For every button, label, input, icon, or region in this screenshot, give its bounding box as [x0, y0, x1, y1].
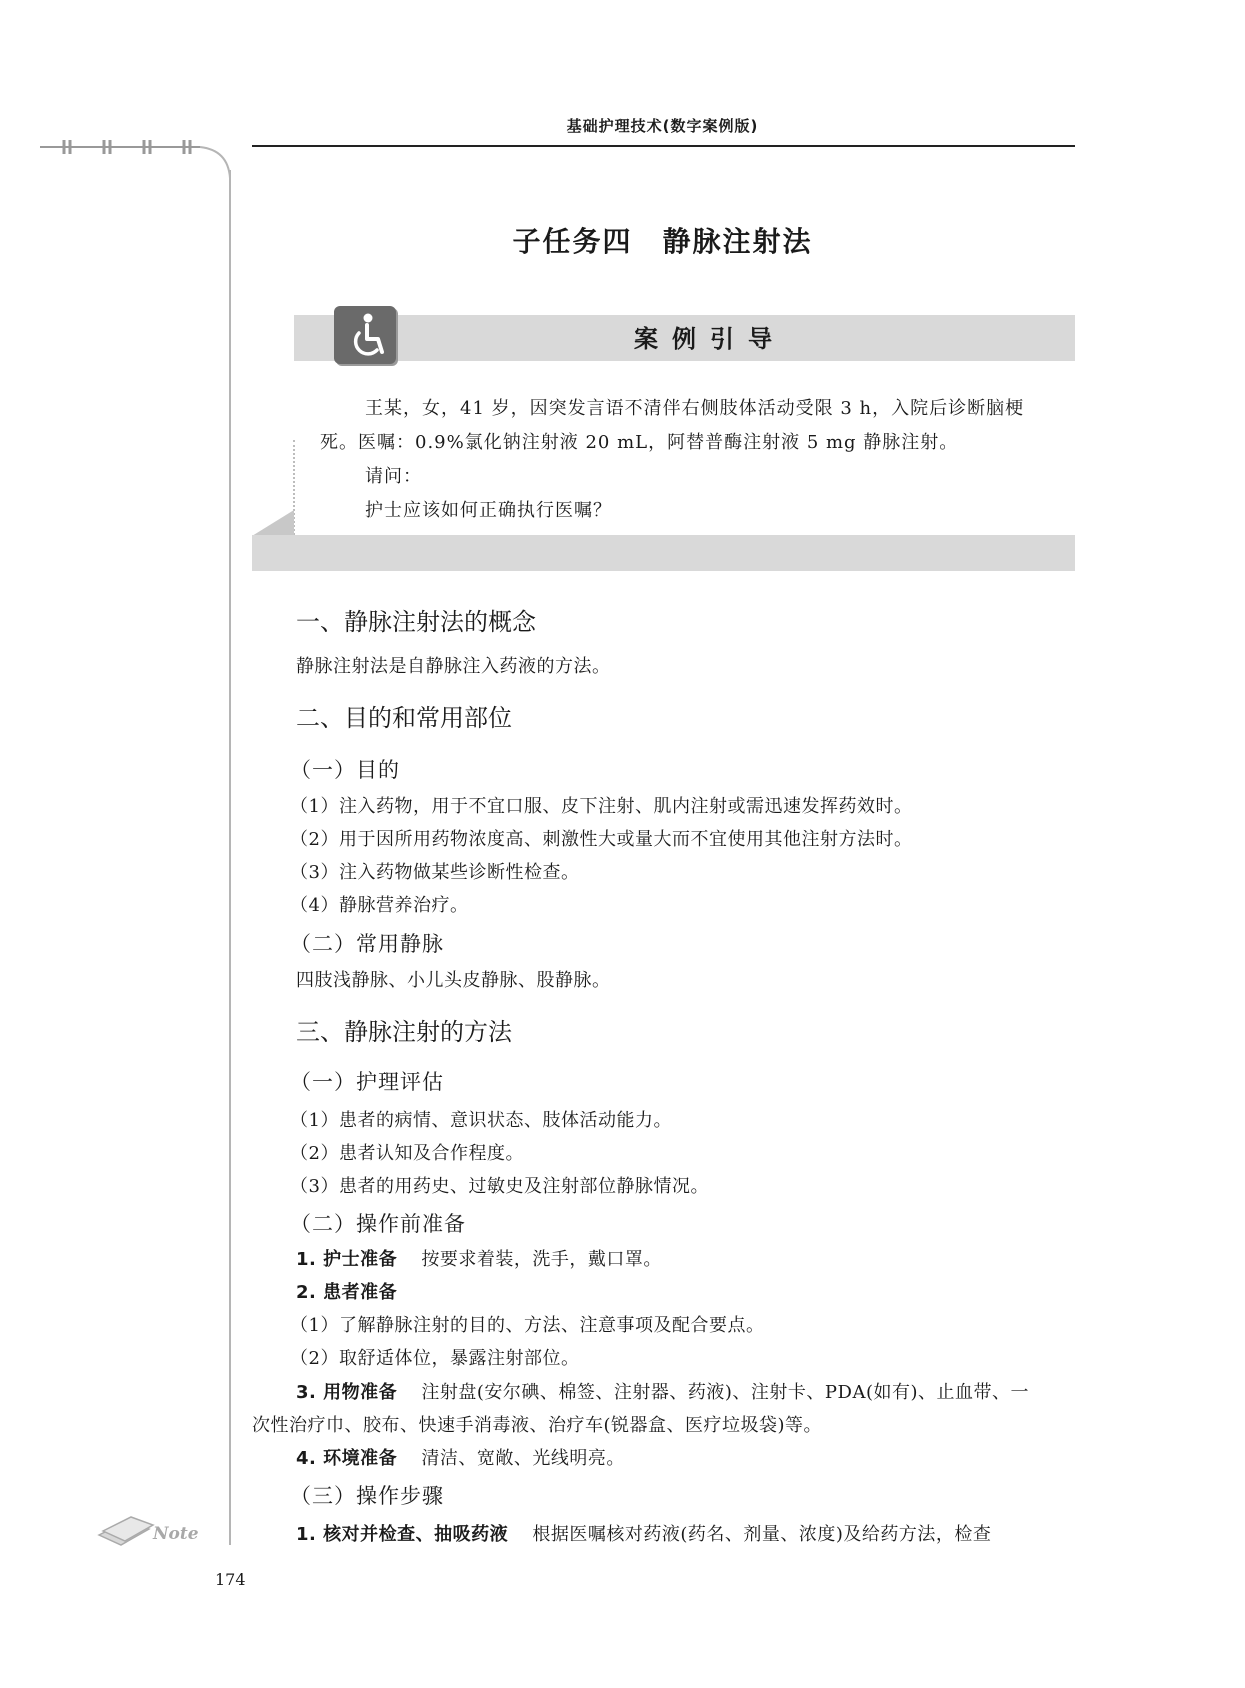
running-header: 基础护理技术(数字案例版)	[566, 117, 759, 135]
case-paragraph-line2: 死。医嘱：0.9%氯化钠注射液 20 mL，阿替普酶注射液 5 mg 静脉注射。	[320, 432, 959, 453]
case-paragraph-line1: 王某，女，41 岁，因突发言语不清伴右侧肢体活动受限 3 h，入院后诊断脑梗	[365, 398, 1025, 419]
case-corner-decoration	[252, 510, 297, 538]
assessment-item: （1）患者的病情、意识状态、肢体活动能力。	[290, 1110, 672, 1131]
prep-supplies-label: 3. 用物准备	[296, 1382, 398, 1403]
section-heading-purpose: 二、目的和常用部位	[296, 704, 512, 732]
case-icon	[334, 306, 396, 364]
prep-patient-label: 2. 患者准备	[296, 1282, 398, 1303]
purpose-item: （1）注入药物，用于不宜口服、皮下注射、肌内注射或需迅速发挥药效时。	[290, 796, 913, 817]
assessment-item: （2）患者认知及合作程度。	[290, 1143, 524, 1164]
header-rule	[252, 145, 1075, 147]
prep-supplies-text-cont: 次性治疗巾、胶布、快速手消毒液、治疗车(锐器盒、医疗垃圾袋)等。	[252, 1415, 823, 1436]
purpose-item: （3）注入药物做某些诊断性检查。	[290, 862, 580, 883]
wheelchair-icon	[334, 306, 396, 364]
subheading-steps: （三）操作步骤	[290, 1484, 444, 1508]
step-1-label: 1. 核对并检查、抽吸药液	[296, 1524, 509, 1545]
case-question: 护士应该如何正确执行医嘱？	[365, 500, 612, 521]
prep-supplies	[296, 1378, 1029, 1404]
page-number: 174	[215, 1570, 246, 1589]
prep-patient-item: （2）取舒适体位，暴露注射部位。	[290, 1348, 580, 1369]
case-question-label: 请问：	[365, 466, 422, 487]
purpose-item: （4）静脉营养治疗。	[290, 895, 469, 916]
prep-environment-text: 清洁、宽敞、光线明亮。	[421, 1448, 625, 1469]
veins-text: 四肢浅静脉、小儿头皮静脉、股静脉。	[296, 970, 611, 991]
step-1-text: 根据医嘱核对药液(药名、剂量、浓度)及给药方法，检查	[532, 1524, 992, 1545]
margin-rule	[229, 170, 231, 1545]
step-1	[296, 1520, 991, 1546]
section-heading-concept: 一、静脉注射法的概念	[296, 608, 536, 636]
prep-supplies-text: 注射盘(安尔碘、棉签、注射器、药液)、注射卡、PDA(如有)、止血带、一	[421, 1382, 1030, 1403]
prep-nurse-text: 按要求着装，洗手，戴口罩。	[421, 1249, 662, 1270]
prep-environment	[296, 1444, 625, 1470]
prep-environment-label: 4. 环境准备	[296, 1448, 398, 1469]
note-book-icon	[95, 1505, 205, 1549]
subheading-purpose: （一）目的	[290, 758, 400, 782]
assessment-item: （3）患者的用药史、过敏史及注射部位静脉情况。	[290, 1176, 709, 1197]
case-banner-title: 案例引导	[634, 324, 786, 353]
subheading-assessment: （一）护理评估	[290, 1070, 444, 1094]
prep-nurse	[296, 1245, 662, 1271]
subheading-preparation: （二）操作前准备	[290, 1212, 466, 1236]
section-heading-method: 三、静脉注射的方法	[296, 1018, 512, 1046]
concept-text: 静脉注射法是自静脉注入药液的方法。	[296, 656, 611, 677]
margin-decoration	[0, 130, 240, 180]
chapter-title: 子任务四 静脉注射法	[512, 225, 813, 258]
purpose-item: （2）用于因所用药物浓度高、刺激性大或量大而不宜使用其他注射方法时。	[290, 829, 913, 850]
prep-nurse-label: 1. 护士准备	[296, 1249, 398, 1270]
case-text	[320, 392, 1072, 528]
case-bottom-bar	[252, 535, 1075, 571]
subheading-veins: （二）常用静脉	[290, 932, 444, 956]
note-label: Note	[153, 1524, 199, 1544]
prep-patient-item: （1）了解静脉注射的目的、方法、注意事项及配合要点。	[290, 1315, 765, 1336]
